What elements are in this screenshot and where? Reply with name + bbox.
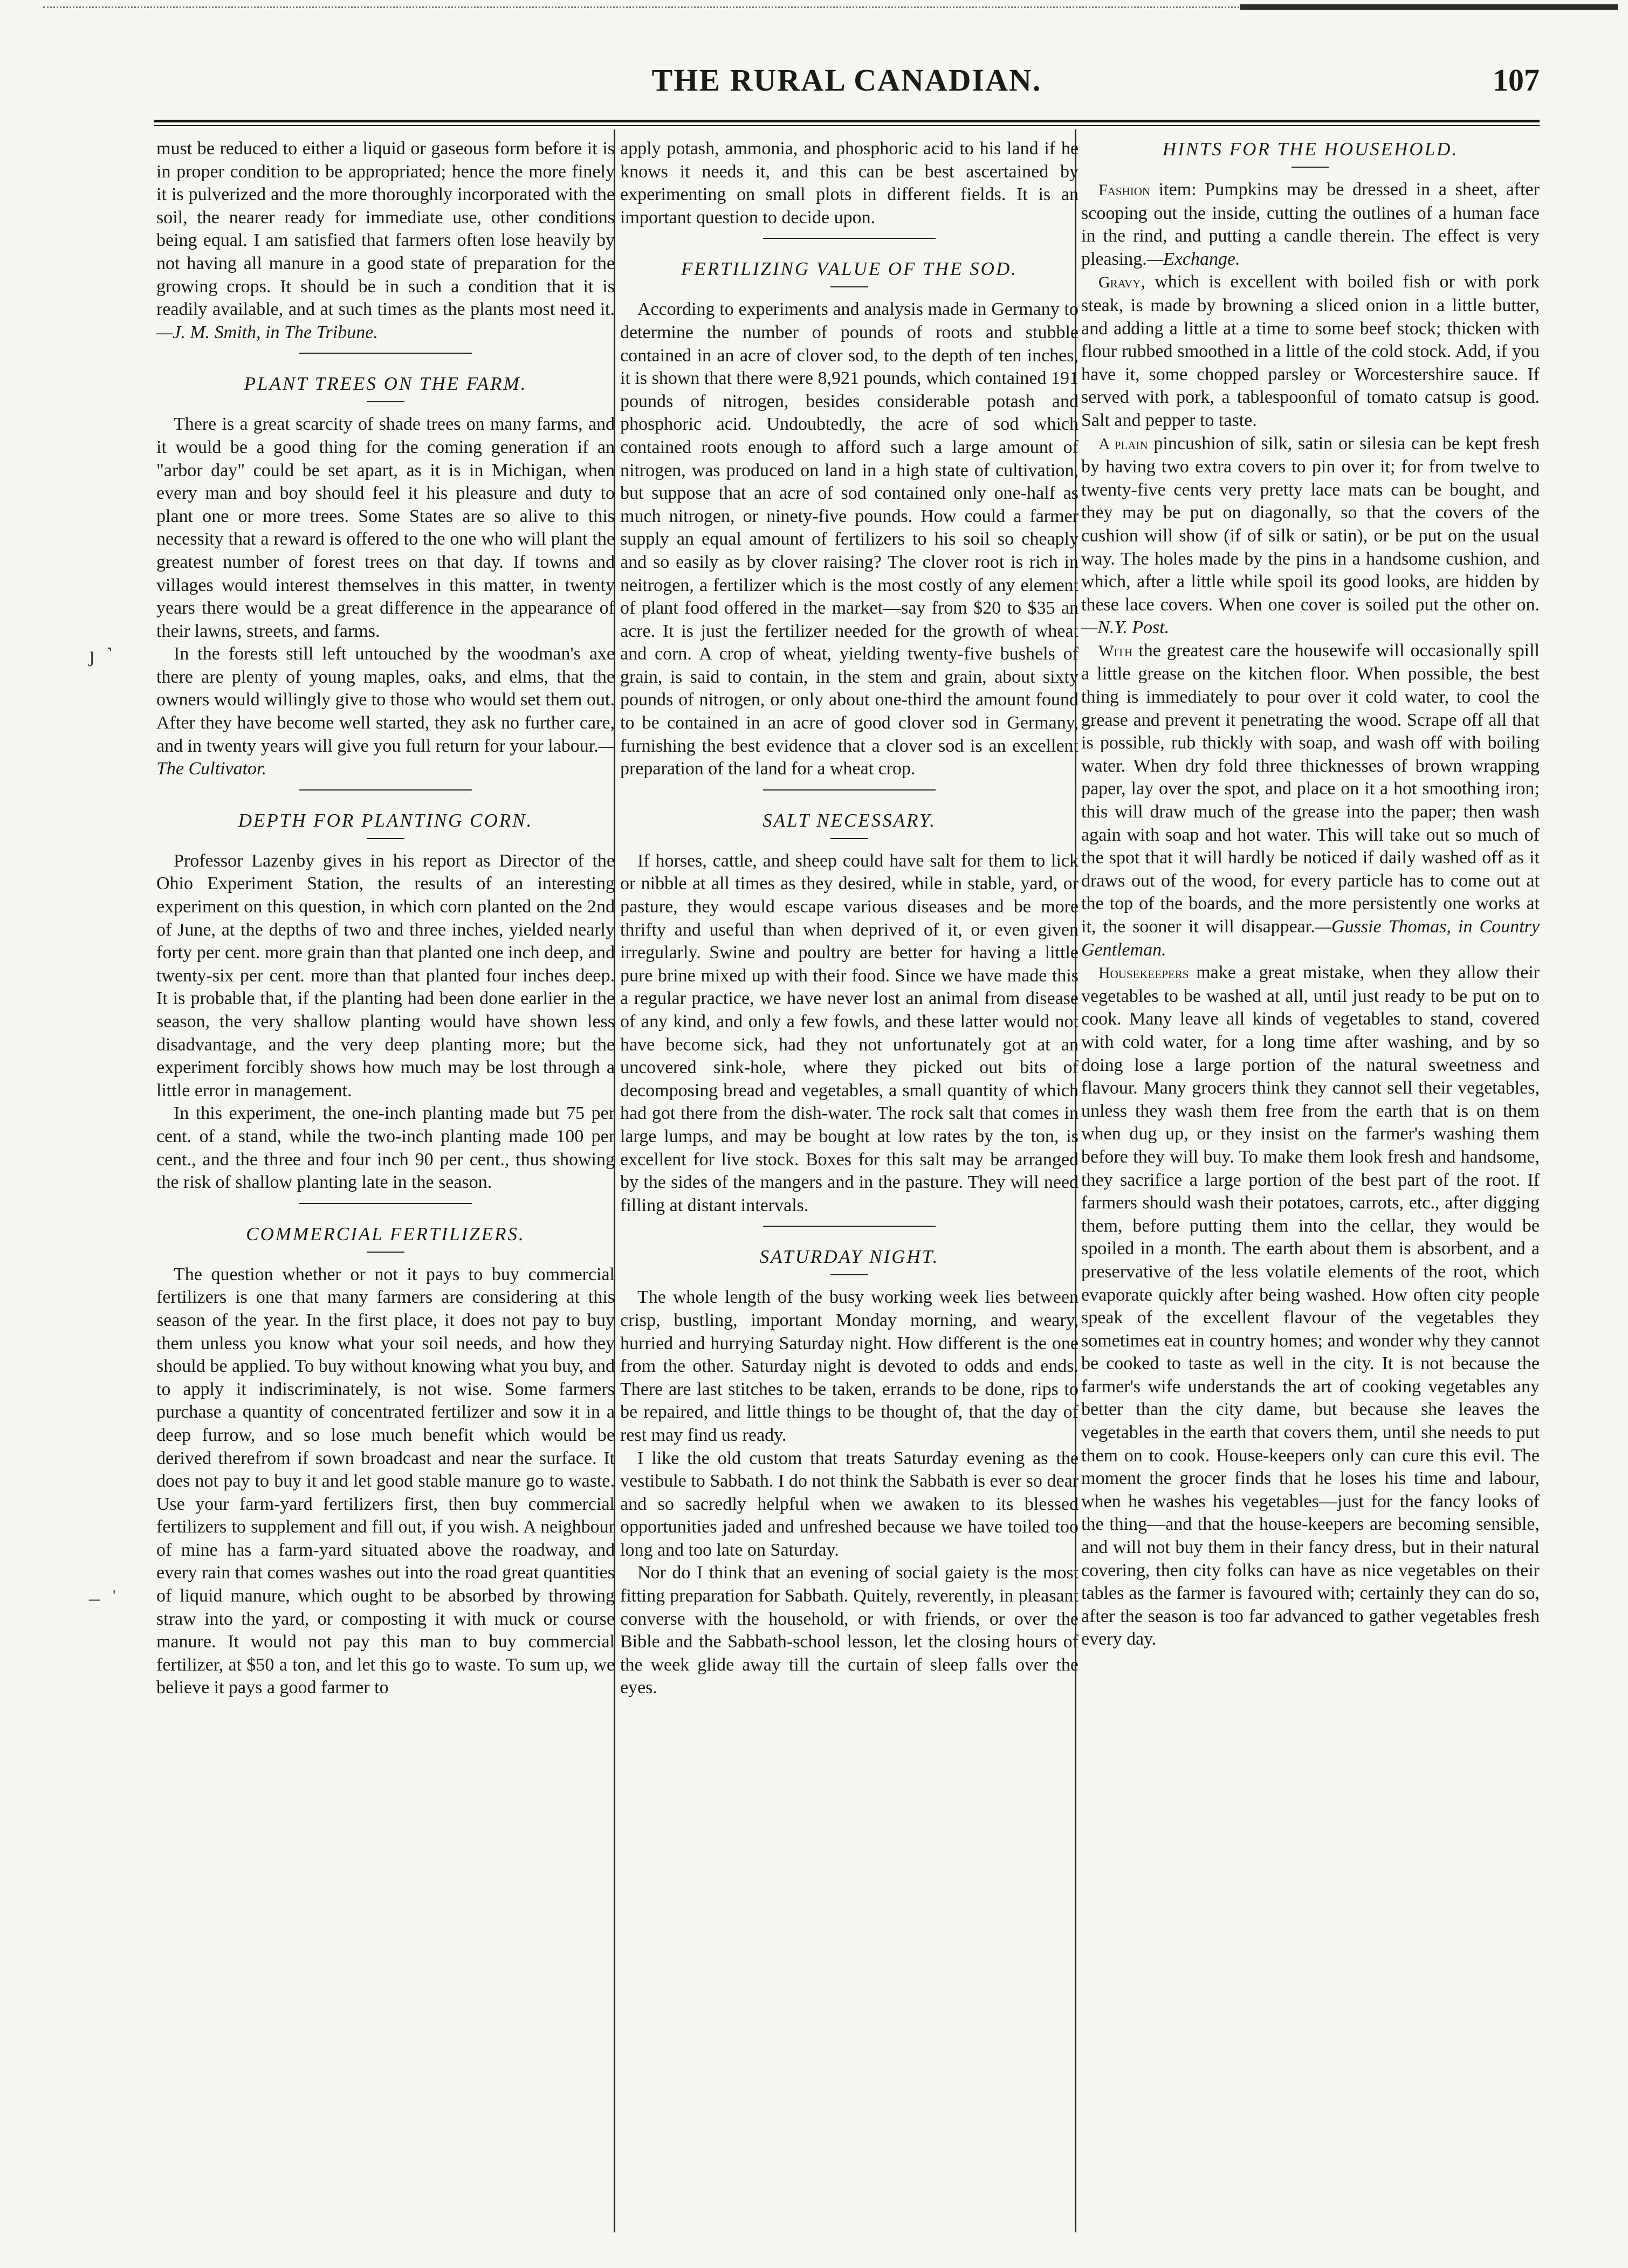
- hint-text: item: Pumpkins may be dressed in a sheet, after scooping out the inside, cutting the outlines of a human face in the rind, and putting a candle therein. The effect is very pleasing.: [1081, 180, 1540, 269]
- hint-credit: —Exchange.: [1146, 249, 1240, 269]
- title-underline: [367, 838, 404, 839]
- header-rule-thin: [154, 125, 1540, 126]
- margin-mark-dash: – ˈ: [89, 1586, 118, 1610]
- article-paragraph: I like the old custom that treats Saturday evening as the vestibule to Sabbath. I do not think the Sabbath is ever so dear and so sacredly helpful when we awaken to its blessed opportunities jaded and unfreshed because we have toiled too long and too late on Saturday.: [620, 1448, 1079, 1560]
- article-title-salt-necessary: SALT NECESSARY.: [763, 809, 936, 831]
- article-title-fertilizing-sod: FERTILIZING VALUE OF THE SOD.: [681, 258, 1018, 280]
- hint-paragraph: [1081, 178, 1540, 271]
- top-edge-band: [1240, 4, 1618, 10]
- article-paragraph: In this experiment, the one-inch planting made but 75 per cent. of a stand, while the two-inch planting made 100 per cent., and the three and four inch 90 per cent., thus showing the risk of shallow planting late in the season.: [156, 1103, 615, 1193]
- article-paragraph: Professor Lazenby gives in his report as Director of the Ohio Experiment Station, the results of an interesting experiment on this question, in which corn planted on the 2nd of June, at the depths of two and three inches, yielded nearly forty per cent. more grain than that planted one inch deep, and twenty-six per cent. more than that planted four inches deep. It is probable that, if the planting had been done earlier in the season, the very shallow planting would have shown less disadvantage, and the very deep planting more; but the experiment forcibly shows how much may be lost through a little error in management.: [156, 850, 615, 1101]
- hint-paragraph: [1081, 961, 1540, 1651]
- hint-paragraph: [1081, 271, 1540, 432]
- column-3: [1081, 138, 1540, 2230]
- article-paragraph: If horses, cattle, and sheep could have salt for them to lick or nibble at all times as they desired, while in stable, yard, or pasture, they would escape various diseases and be more thrifty and useful than when deprived of it, or even given irregularly. Swine and poultry are better for having a little pure brine mixed up with their food. Since we have made this a regular practice, we have never lost an animal from disease of any kind, and only a few fowls, and these latter would not have become sick, had they not unfortunately got at an uncovered sink-hole, where they picked out bits of decomposing bread and vegetables, a small quantity of which had got there from the dish-water. The rock salt that comes in large lumps, and may be bought at low rates by the ton, is excellent for live stock. Boxes for this salt may be arranged by the sides of the mangers and in the pasture. They will need filling at distant intervals.: [620, 850, 1079, 1215]
- article-continuation: apply potash, ammonia, and phosphoric acid to his land if he knows it needs it, and this can be best ascertained by experimenting on small plots in different fields. It is an important question to decide upon.: [620, 139, 1079, 228]
- section-divider: [299, 1203, 472, 1204]
- hint-lead: Fashion: [1098, 181, 1151, 199]
- article-paragraph: There is a great scarcity of shade trees on many farms, and it would be a good thing for the coming generation if an "arbor day" could be set apart, as it is in Michigan, when every man and boy should feel it his pleasure and duty to plant one or more trees. Some States are so alive to this necessity that a reward is offered to the one who will plant the greatest number of forest trees on that day. If towns and villages would interest themselves in this matter, in twenty years there would be a great difference in the appearance of their lawns, streets, and farms.: [156, 414, 615, 641]
- continuation-text: must be reduced to either a liquid or gaseous form before it is in proper condition to be appropriated; hence the more finely it is pulverized and the more thoroughly incorporated with the soil, the nearer ready for immediate use, other conditions being equal. I am satisfied that farmers often lose heavily by not having all manure in a good state of preparation for the growing crops. It should be in such a condition that it is readily available, and at such times as the plants most need it.: [156, 139, 615, 320]
- column-2: [620, 138, 1079, 2230]
- title-underline: [830, 1274, 868, 1275]
- section-divider: [763, 238, 936, 239]
- page-header: [154, 51, 1540, 113]
- hint-paragraph: [1081, 432, 1540, 640]
- section-divider: [299, 353, 472, 354]
- header-rule-thick: [154, 120, 1540, 122]
- article-title-commercial-fertilizers: COMMERCIAL FERTILIZERS.: [246, 1223, 525, 1245]
- hint-lead: Housekeepers: [1098, 964, 1189, 982]
- article-title-plant-trees: PLANT TREES ON THE FARM.: [244, 373, 527, 395]
- page-number: 107: [1493, 63, 1540, 98]
- title-underline: [1292, 167, 1329, 168]
- section-divider: [763, 789, 936, 791]
- hint-text: pincushion of silk, satin or silesia can be kept fresh by having two extra covers to pin over it; for from twelve to twenty-five cents very pretty lace mats can be bought, and they may be put on diagonally, so that the covers of the cushion will show (if of silk or satin), or be put on the usual way. The holes made by the pins in a handsome cushion, and which, after a little while spoil its good looks, are hidden by these lace covers. When one cover is soiled put the other on.: [1081, 433, 1540, 615]
- margin-mark-j: ȷ ˺: [89, 642, 113, 666]
- article-title-hints-household: HINTS FOR THE HOUSEHOLD.: [1162, 139, 1459, 160]
- title-underline: [367, 1252, 404, 1253]
- masthead-title: THE RURAL CANADIAN.: [651, 63, 1042, 98]
- hint-credit: —Gussie Thomas, in Country Gentleman.: [1081, 917, 1540, 960]
- column-1: [156, 138, 615, 2230]
- article-paragraph: According to experiments and analysis made in Germany to determine the number of pounds of roots and stubble contained in an acre of clover sod, to the depth of ten inches, it is shown that there were 8,921 pounds, which contained 191 pounds of nitrogen, besides considerable potash and phosphoric acid. Undoubtedly, the acre of sod which contained roots enough to afford such a large amount of nitrogen, was produced on land in a high state of cultivation, but suppose that an acre of sod contained only one-half as much nitrogen, or ninety-five pounds. How could a farmer supply an equal amount of fertilizers to his soil so cheaply and so easily as by clover raising? The clover root is rich in neitrogen, a fertilizer which is the most costly of any element of plant food offered in the market—say from $20 to $35 an acre. It is just the fertilizer needed for the growth of wheat and corn. A crop of wheat, yielding twenty-five bushels of grain, is said to contain, in the stem and grain, about sixty pounds of nitrogen, or only about one-third the amount found to be contained in an acre of good clover sod in Germany, furnishing the best evidence that a clover sod is an excellent preparation of the land for a wheat crop.: [620, 299, 1079, 779]
- article-paragraph: The whole length of the busy working week lies between crisp, bustling, important Monday morning, and weary, hurried and hurrying Saturday night. How different is the one from the other. Saturday night is devoted to odds and ends. There are last stitches to be taken, errands to be done, rips to be repaired, and little things to be thought of, that the day of rest may find us ready.: [620, 1287, 1079, 1445]
- section-divider: [763, 1226, 936, 1227]
- article-title-depth-corn: DEPTH FOR PLANTING CORN.: [238, 809, 533, 831]
- article-continuation: [156, 138, 615, 344]
- hint-text: , which is excellent with boiled fish or with pork steak, is made by browning a sliced onion in a little butter, and adding a little at a time to some beef stock; thicken with flour rubbed smoothed in a little of the cold stock. Add, if you have it, some chopped parsley or Worcestershire sauce. If served with pork, a tablespoonful of tomato catsup is good. Salt and pepper to taste.: [1081, 272, 1540, 430]
- hint-paragraph: [1081, 640, 1540, 961]
- article-paragraph: [156, 643, 615, 781]
- article-credit: —The Cultivator.: [156, 736, 615, 779]
- article-paragraph: The question whether or not it pays to buy commercial fertilizers is one that many farmers are considering at this season of the year. In the first place, it does not pay to buy them unless you know what your soil needs, and how they should be applied. To buy without knowing what you buy, and to apply it indiscriminately, is not wise. Some farmers purchase a quantity of concentrated fertilizer and sow it in a deep furrow, and so lose much benefit which would be derived therefrom if sown broadcast and near the surface. It does not pay to buy it and let good stable manure go to waste. Use your farm-yard fertilizers first, then buy commercial fertilizers to supplement and fill out, if you wish. A neighbour of mine has a farm-yard situated above the roadway, and every rain that comes washes out into the road great quantities of liquid manure, which ought to be absorbed by throwing straw into the yard, or composting it with muck or course manure. It would not pay this man to buy commercial fertilizer, at $50 a ton, and let this go to waste. To sum up, we believe it pays a good farmer to: [156, 1264, 615, 1698]
- paragraph-text: In the forests still left untouched by the woodman's axe there are plenty of young maples, oaks, and elms, that the owners would willingly give to those who would set them out. After they have become well started, they ask no further care, and in twenty years will give you full return for your labour.: [156, 644, 615, 756]
- title-underline: [367, 401, 404, 402]
- title-underline: [830, 286, 868, 287]
- hint-text: make a great mistake, when they allow their vegetables to be washed at all, until just ready to be put on to cook. Many leave all kinds of vegetables to stand, covered with cold water, for a long time after washing, and by so doing lose a large portion of the natural sweetness and flavour. Many grocers think they cannot sell their vegetables, unless they wash them free from the earth that is on them when dug up, or they insist on the farmer's washing them before they will buy. To make them look fresh and handsome, they sacrifice a large portion of the best part of the root. If farmers should wash their potatoes, carrots, etc., after digging them, before putting them into the cellar, they would be spoiled in a month. The earth about them is absorbent, and a preservative of the less volatile elements of the root, which evaporate quickly after being washed. How often city people speak of the excellent flavour of the vegetables they sometimes eat in country homes; and wonder why they cannot be cooked to taste as well in the city. It is not because the farmer's wife understands the art of cooking vegetables any better than the city dame, but because she leaves the vegetables in the earth that covers them, until she needs to put them on to cook. House-keepers only can cure this evil. The moment the grocer finds that he loses his time and labour, when he washes his vegetables—just for the fancy looks of the thing—and that the house-keepers are becoming sensible, and will not buy them in their fancy dress, but in their natural covering, then city folks can have as nice vegetables on their tables as the farmer is favoured with; certainly they can do so, after the season is too far advanced to gather vegetables fresh every day.: [1081, 963, 1540, 1650]
- hint-text: the greatest care the housewife will occasionally spill a little grease on the kitchen floor. When possible, the best thing is immediately to pour over it cold water, to cool the grease and prevent it penetrating the wood. Scrape off all that is possible, rub thickly with soap, and wash off with boiling water. When dry fold three thicknesses of brown wrapping paper, lay over the spot, and place on it a hot smoothing iron; this will draw much of the grease into the paper; then wash again with soap and hot water. This will take out so much of the spot that it will hardly be noticed if daily washed off as it draws out of the wood, for every particle has to come out at the top of the boards, and the more persistently one works at it, the sooner it will disappear.: [1081, 640, 1540, 937]
- title-underline: [830, 838, 868, 839]
- article-paragraph: Nor do I think that an evening of social gaiety is the most fitting preparation for Sabbath. Quitely, reverently, in pleasant converse with the household, or with friends, or over the Bible and the Sabbath-school lesson, let the closing hours of the week glide away till the curtain of sleep falls over the eyes.: [620, 1563, 1079, 1698]
- hint-lead: With: [1098, 642, 1133, 660]
- hint-lead: A plain: [1098, 435, 1148, 453]
- continuation-credit: —J. M. Smith, in The Tribune.: [156, 322, 378, 342]
- hint-credit: —N.Y. Post.: [1081, 617, 1170, 638]
- section-divider: [299, 789, 472, 791]
- hint-lead: Gravy: [1098, 273, 1141, 292]
- article-title-saturday-night: SATURDAY NIGHT.: [759, 1246, 939, 1268]
